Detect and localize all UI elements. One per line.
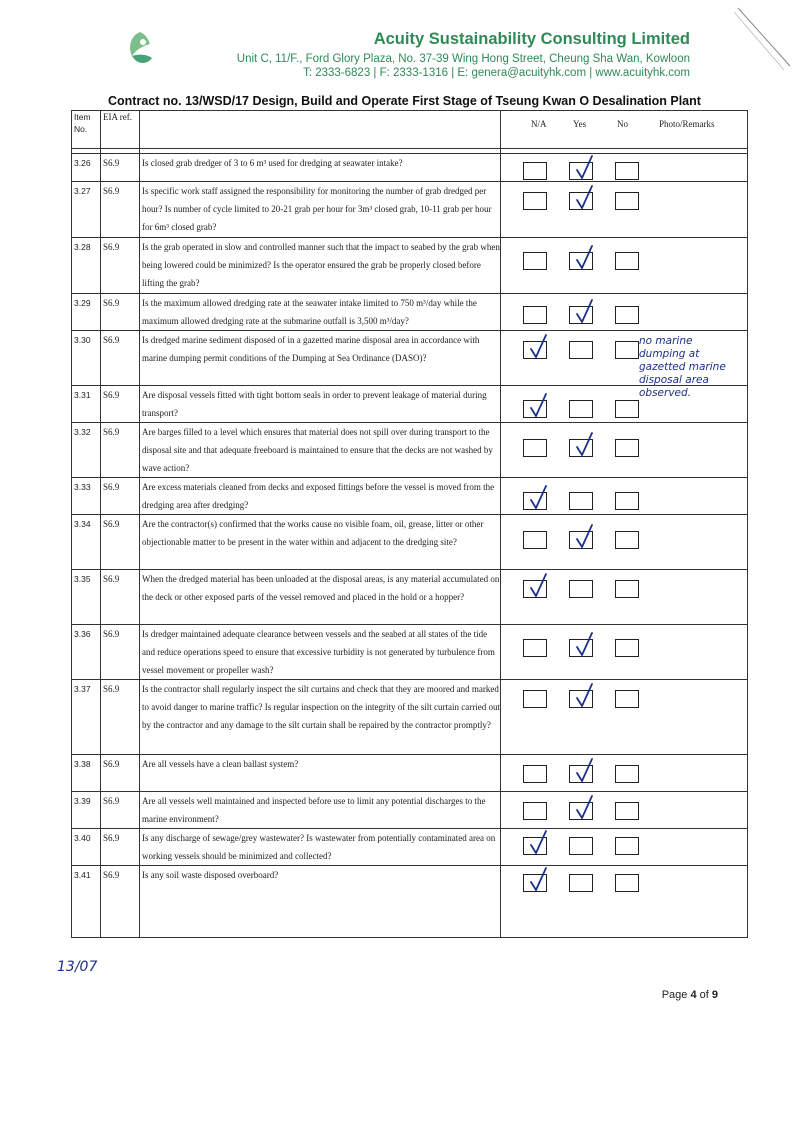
checkbox-na[interactable] <box>523 690 547 708</box>
eia-reference: S6.9 <box>101 625 140 680</box>
checkbox-yes[interactable] <box>569 639 593 657</box>
checkbox-na[interactable] <box>523 252 547 270</box>
handwritten-initials-mark <box>57 956 107 976</box>
checkbox-no[interactable] <box>615 802 639 820</box>
item-number: 3.38 <box>72 755 101 792</box>
checkbox-yes[interactable] <box>569 400 593 418</box>
checkbox-yes[interactable] <box>569 341 593 359</box>
response-cell <box>501 625 748 680</box>
checkbox-na[interactable] <box>523 192 547 210</box>
checkbox-na[interactable] <box>523 492 547 510</box>
response-cell <box>501 423 748 478</box>
eia-reference: S6.9 <box>101 792 140 829</box>
response-checkboxes <box>523 802 639 820</box>
table-row <box>72 680 748 755</box>
company-address: Unit C, 11/F., Ford Glory Plaza, No. 37-39 Wing Hong Street, Cheung Sha Wan, Kowloon <box>236 53 690 65</box>
column-yes: Yes <box>573 119 587 129</box>
company-name: Acuity Sustainability Consulting Limited <box>373 30 690 48</box>
checkmark-icon <box>572 681 600 711</box>
table-row <box>72 866 748 938</box>
column-item: Item No. <box>72 111 101 149</box>
checkmark-icon <box>572 430 600 460</box>
response-checkboxes <box>523 162 639 180</box>
page-label: Page <box>661 989 691 1001</box>
checkbox-na[interactable] <box>523 639 547 657</box>
company-address-block <box>237 52 690 80</box>
eia-reference: S6.9 <box>101 182 140 238</box>
checklist-question: Is the grab operated in slow and controlled manner such that the impact to seabed by the grab when being lowered could be minimized? Is the operator ensured the grab be properly closed before lifting the grab? <box>140 238 501 294</box>
checklist-question: Is any discharge of sewage/grey wastewater? Is wastewater from potentially contaminated area on working vessels should be minimized and collected? <box>140 829 501 866</box>
company-contact: T: 2333-6823 | F: 2333-1316 | E: genera@acuityhk.com | www.acuityhk.com <box>303 67 690 79</box>
item-number: 3.37 <box>72 680 101 755</box>
response-checkboxes <box>523 639 639 657</box>
column-response-header <box>501 111 748 149</box>
eia-reference: S6.9 <box>101 680 140 755</box>
checkbox-yes[interactable] <box>569 306 593 324</box>
checkmark-icon <box>572 630 600 660</box>
handwritten-initials: 13/07 <box>57 959 98 975</box>
checklist-question: Is specific work staff assigned the responsibility for monitoring the number of grab dredged per hour? Is number of cycle limited to 20-21 grab per hour for 3m³ closed grab, 10-11 grab per hour for 6m³ closed grab? <box>140 182 501 238</box>
checkbox-no[interactable] <box>615 162 639 180</box>
checklist-question: Is the maximum allowed dredging rate at the seawater intake limited to 750 m³/day while the maximum allowed dredging rate at the submarine outfall is 3,500 m³/day? <box>140 294 501 331</box>
checkbox-no[interactable] <box>615 837 639 855</box>
response-checkboxes <box>523 341 639 359</box>
item-number: 3.32 <box>72 423 101 478</box>
checkbox-yes[interactable] <box>569 874 593 892</box>
response-cell <box>501 680 748 755</box>
eia-reference: S6.9 <box>101 386 140 423</box>
item-number: 3.41 <box>72 866 101 938</box>
checkbox-na[interactable] <box>523 439 547 457</box>
page-current: 4 <box>690 989 697 1001</box>
response-cell <box>501 238 748 294</box>
item-number: 3.34 <box>72 515 101 570</box>
checklist-question: Is dredger maintained adequate clearance between vessels and the seabed at all states of the tide and reduce operations speed to ensure that excessive turbidity is not generated by turbulence from vessel movement or propeller wash? <box>140 625 501 680</box>
response-cell <box>501 331 748 399</box>
response-cell <box>501 515 748 570</box>
response-checkboxes <box>523 400 639 418</box>
response-cell <box>501 792 748 829</box>
response-cell <box>501 829 748 866</box>
table-row <box>72 294 748 331</box>
response-cell <box>501 386 748 423</box>
checkbox-no[interactable] <box>615 690 639 708</box>
response-checkboxes <box>523 439 639 457</box>
table-row <box>72 331 748 386</box>
eia-reference: S6.9 <box>101 423 140 478</box>
table-row <box>72 154 748 182</box>
table-row <box>72 755 748 792</box>
checklist-question: Is closed grab dredger of 3 to 6 m³ used for dredging at seawater intake? <box>140 154 501 182</box>
checkmark-icon <box>572 243 600 273</box>
response-cell <box>501 755 748 792</box>
item-number: 3.39 <box>72 792 101 829</box>
checkbox-yes[interactable] <box>569 580 593 598</box>
page-total: 9 <box>711 989 718 1001</box>
eia-reference: S6.9 <box>101 478 140 515</box>
checkbox-na[interactable] <box>523 162 547 180</box>
response-cell <box>501 294 748 331</box>
checklist-question: When the dredged material has been unloaded at the disposal areas, is any material accumulated on the deck or other exposed parts of the vessel removed and placed in the hold or a hopper? <box>140 570 501 625</box>
checkmark-icon <box>572 756 600 786</box>
item-number: 3.35 <box>72 570 101 625</box>
checkbox-no[interactable] <box>615 492 639 510</box>
table-row <box>72 182 748 238</box>
checkbox-na[interactable] <box>523 837 547 855</box>
response-checkboxes <box>523 765 639 783</box>
checkbox-na[interactable] <box>523 874 547 892</box>
eia-reference: S6.9 <box>101 829 140 866</box>
response-cell <box>501 478 748 515</box>
checkbox-yes[interactable] <box>569 690 593 708</box>
checkmark-icon <box>572 522 600 552</box>
checklist-question: Are all vessels have a clean ballast system? <box>140 755 501 792</box>
response-cell <box>501 570 748 625</box>
response-checkboxes <box>523 192 639 210</box>
handwritten-remark: no marine dumping at gazetted marine disposal area observed. <box>639 335 726 399</box>
item-number: 3.28 <box>72 238 101 294</box>
letterhead <box>0 0 794 90</box>
response-checkboxes <box>523 531 639 549</box>
checkbox-no[interactable] <box>615 531 639 549</box>
eia-reference: S6.9 <box>101 515 140 570</box>
checklist-question: Are the contractor(s) confirmed that the works cause no visible foam, oil, grease, litter or other objectionable matter to be present in the water within and adjacent to the dredging site? <box>140 515 501 570</box>
column-na: N/A <box>531 119 547 129</box>
checklist-question: Is dredged marine sediment disposed of in a gazetted marine disposal area in accordance with marine dumping permit conditions of the Dumping at Sea Ordinance (DASO)? <box>140 331 501 386</box>
checkmark-icon <box>572 153 600 183</box>
checkbox-na[interactable] <box>523 400 547 418</box>
checklist-question: Is any soil waste disposed overboard? <box>140 866 501 938</box>
column-no: No <box>617 119 628 129</box>
company-logo-icon <box>118 26 162 70</box>
table-row <box>72 570 748 625</box>
checkbox-no[interactable] <box>615 252 639 270</box>
response-checkboxes <box>523 252 639 270</box>
checkbox-yes[interactable] <box>569 439 593 457</box>
column-remarks: Photo/Remarks <box>659 119 715 129</box>
checkmark-icon <box>572 793 600 823</box>
table-row <box>72 515 748 570</box>
column-eia-ref: EIA ref. <box>101 111 140 149</box>
item-number: 3.30 <box>72 331 101 386</box>
item-number: 3.36 <box>72 625 101 680</box>
checkmark-icon <box>526 391 554 421</box>
checkbox-na[interactable] <box>523 306 547 324</box>
checkbox-yes[interactable] <box>569 252 593 270</box>
table-row <box>72 423 748 478</box>
table-row <box>72 478 748 515</box>
checkbox-no[interactable] <box>615 192 639 210</box>
response-cell <box>501 182 748 238</box>
checkbox-no[interactable] <box>615 439 639 457</box>
checkbox-no[interactable] <box>615 765 639 783</box>
checklist-question: Is the contractor shall regularly inspect the silt curtains and check that they are moored and marked to avoid danger to marine traffic? Is regular inspection on the integrity of the silt curtain carried out by the contractor and any damage to the silt curtain shall be repaired by the contractor promptly? <box>140 680 501 755</box>
checkbox-na[interactable] <box>523 765 547 783</box>
item-number: 3.27 <box>72 182 101 238</box>
page-number <box>662 989 718 1001</box>
checklist-table <box>71 110 748 938</box>
response-checkboxes <box>523 580 639 598</box>
item-number: 3.31 <box>72 386 101 423</box>
response-cell <box>501 154 748 182</box>
checkbox-yes[interactable] <box>569 192 593 210</box>
item-number: 3.33 <box>72 478 101 515</box>
checkmark-icon <box>572 297 600 327</box>
page-of: of <box>696 989 712 1001</box>
table-row <box>72 625 748 680</box>
checkbox-na[interactable] <box>523 341 547 359</box>
checklist-question: Are excess materials cleaned from decks and exposed fittings before the vessel is moved from the dredging area after dredging? <box>140 478 501 515</box>
eia-reference: S6.9 <box>101 866 140 938</box>
response-cell <box>501 866 748 938</box>
table-header-row <box>72 111 748 149</box>
checkbox-yes[interactable] <box>569 765 593 783</box>
checklist-question: Are barges filled to a level which ensures that material does not spill over during transport to the disposal site and that adequate freeboard is maintained to ensure that the decks are not washed by wave action? <box>140 423 501 478</box>
item-number: 3.26 <box>72 154 101 182</box>
checkbox-na[interactable] <box>523 802 547 820</box>
checklist-question: Are all vessels well maintained and inspected before use to limit any potential discharges to the marine environment? <box>140 792 501 829</box>
checkbox-yes[interactable] <box>569 492 593 510</box>
checkbox-no[interactable] <box>615 639 639 657</box>
eia-reference: S6.9 <box>101 238 140 294</box>
response-checkboxes <box>523 874 639 892</box>
item-number: 3.40 <box>72 829 101 866</box>
page-corner-mark <box>734 0 794 70</box>
column-question <box>140 111 501 149</box>
eia-reference: S6.9 <box>101 154 140 182</box>
checkbox-no[interactable] <box>615 341 639 359</box>
checkbox-na[interactable] <box>523 580 547 598</box>
eia-reference: S6.9 <box>101 570 140 625</box>
contract-title: Contract no. 13/WSD/17 Design, Build and Operate First Stage of Tseung Kwan O Desalination Plant <box>108 94 701 108</box>
checkbox-no[interactable] <box>615 400 639 418</box>
response-checkboxes <box>523 837 639 855</box>
checkbox-no[interactable] <box>615 874 639 892</box>
checkbox-yes[interactable] <box>569 531 593 549</box>
response-checkboxes <box>523 306 639 324</box>
eia-reference: S6.9 <box>101 294 140 331</box>
response-checkboxes <box>523 492 639 510</box>
checkbox-no[interactable] <box>615 580 639 598</box>
table-row <box>72 238 748 294</box>
eia-reference: S6.9 <box>101 331 140 386</box>
table-row <box>72 792 748 829</box>
item-number: 3.29 <box>72 294 101 331</box>
checkmark-icon <box>526 828 554 858</box>
checkbox-na[interactable] <box>523 531 547 549</box>
eia-reference: S6.9 <box>101 755 140 792</box>
checkmark-icon <box>526 865 554 895</box>
table-row <box>72 829 748 866</box>
checkmark-icon <box>526 483 554 513</box>
checkbox-no[interactable] <box>615 306 639 324</box>
checklist-question: Are disposal vessels fitted with tight bottom seals in order to prevent leakage of material during transport? <box>140 386 501 423</box>
checkmark-icon <box>526 332 554 362</box>
checkbox-yes[interactable] <box>569 802 593 820</box>
checkbox-yes[interactable] <box>569 162 593 180</box>
table-row <box>72 386 748 423</box>
response-checkboxes <box>523 690 639 708</box>
checkmark-icon <box>572 183 600 213</box>
checkbox-yes[interactable] <box>569 837 593 855</box>
checkmark-icon <box>526 571 554 601</box>
